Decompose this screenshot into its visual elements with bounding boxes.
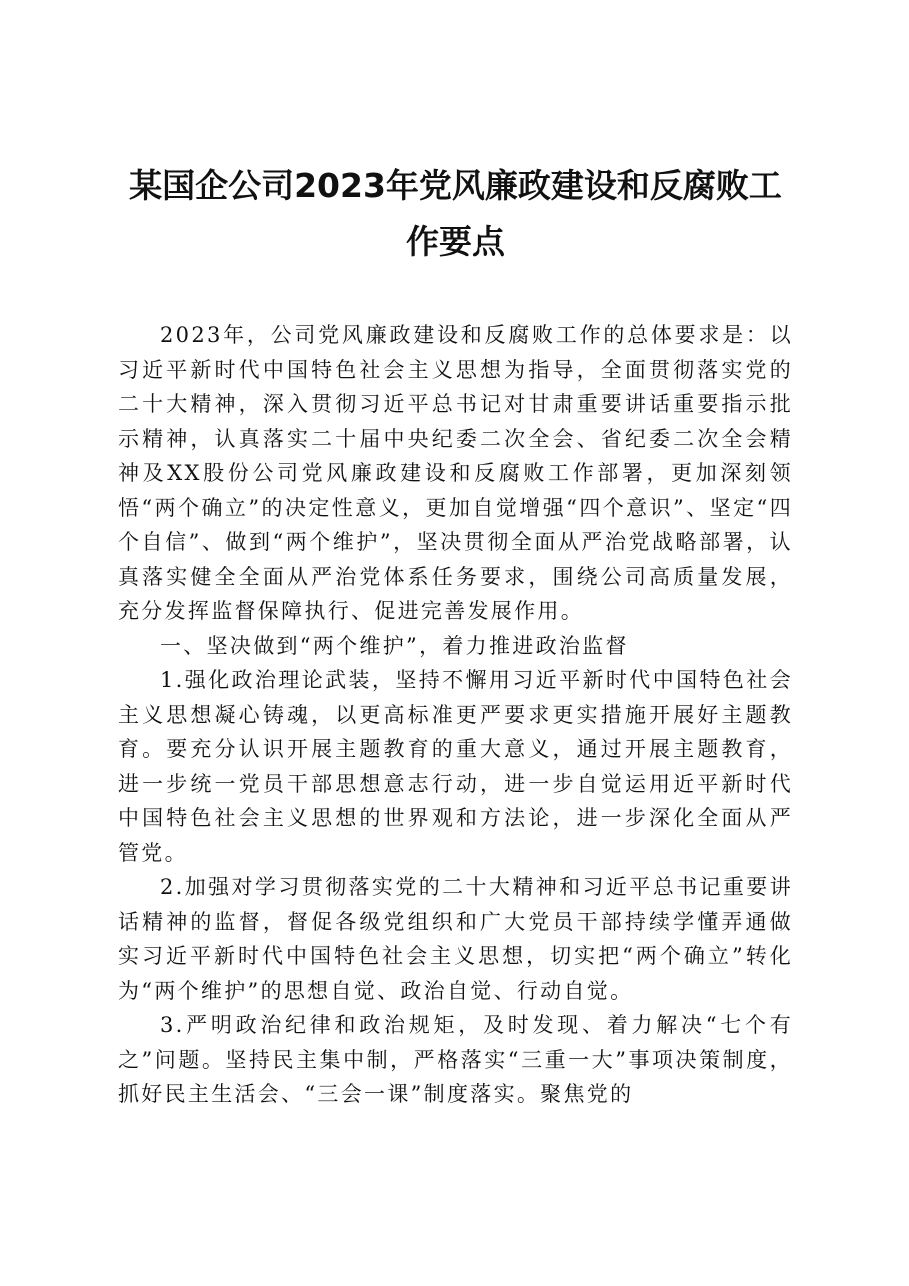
intro-paragraph: 2023年，公司党风廉政建设和反腐败工作的总体要求是：以习近平新时代中国特色社会主义思想为指导，全面贯彻落实党的二十大精神，深入贯彻习近平总书记对甘肃重要讲话重要指示批示精神，认真落实二十届中央纪委二次全会、省纪委二次全会精神及XX股份公司党风廉政建设和反腐败工作部署，更加深刻领悟“两个确立”的决定性意义，更加自觉增强“四个意识”、坚定“四个自信”、做到“两个维护”，坚决贯彻全面从严治党战略部署，认真落实健全全面从严治党体系任务要求，围绕公司高质量发展，充分发挥监督保障执行、促进完善发展作用。 xyxy=(118,323,793,623)
item-paragraph-3: 3.严明政治纪律和政治规矩，及时发现、着力解决“七个有之”问题。坚持民主集中制，严格落实“三重一大”事项决策制度，抓好民主生活会、“三会一课”制度落实。聚焦党的 xyxy=(118,1013,793,1106)
item-paragraph-2: 2.加强对学习贯彻落实党的二十大精神和习近平总书记重要讲话精神的监督，督促各级党组织和广大党员干部持续学懂弄通做实习近平新时代中国特色社会主义思想，切实把“两个确立”转化为“两个维护”的思想自觉、政治自觉、行动自觉。 xyxy=(118,875,793,1003)
item-paragraph-1: 1.强化政治理论武装，坚持不懈用习近平新时代中国特色社会主义思想凝心铸魂，以更高标准更严要求更实措施开展好主题教育。要充分认识开展主题教育的重大意义，通过开展主题教育，进一步统一党员干部思想意志行动，进一步自觉运用近平新时代中国特色社会主义思想的世界观和方法论，进一步深化全面从严管党。 xyxy=(118,668,793,865)
document-body xyxy=(118,318,793,1112)
section-heading-1: 一、坚决做到“两个维护”，着力推进政治监督 xyxy=(160,633,629,658)
document-title: 某国企公司2023年党风廉政建设和反腐败工作要点 xyxy=(129,166,782,261)
